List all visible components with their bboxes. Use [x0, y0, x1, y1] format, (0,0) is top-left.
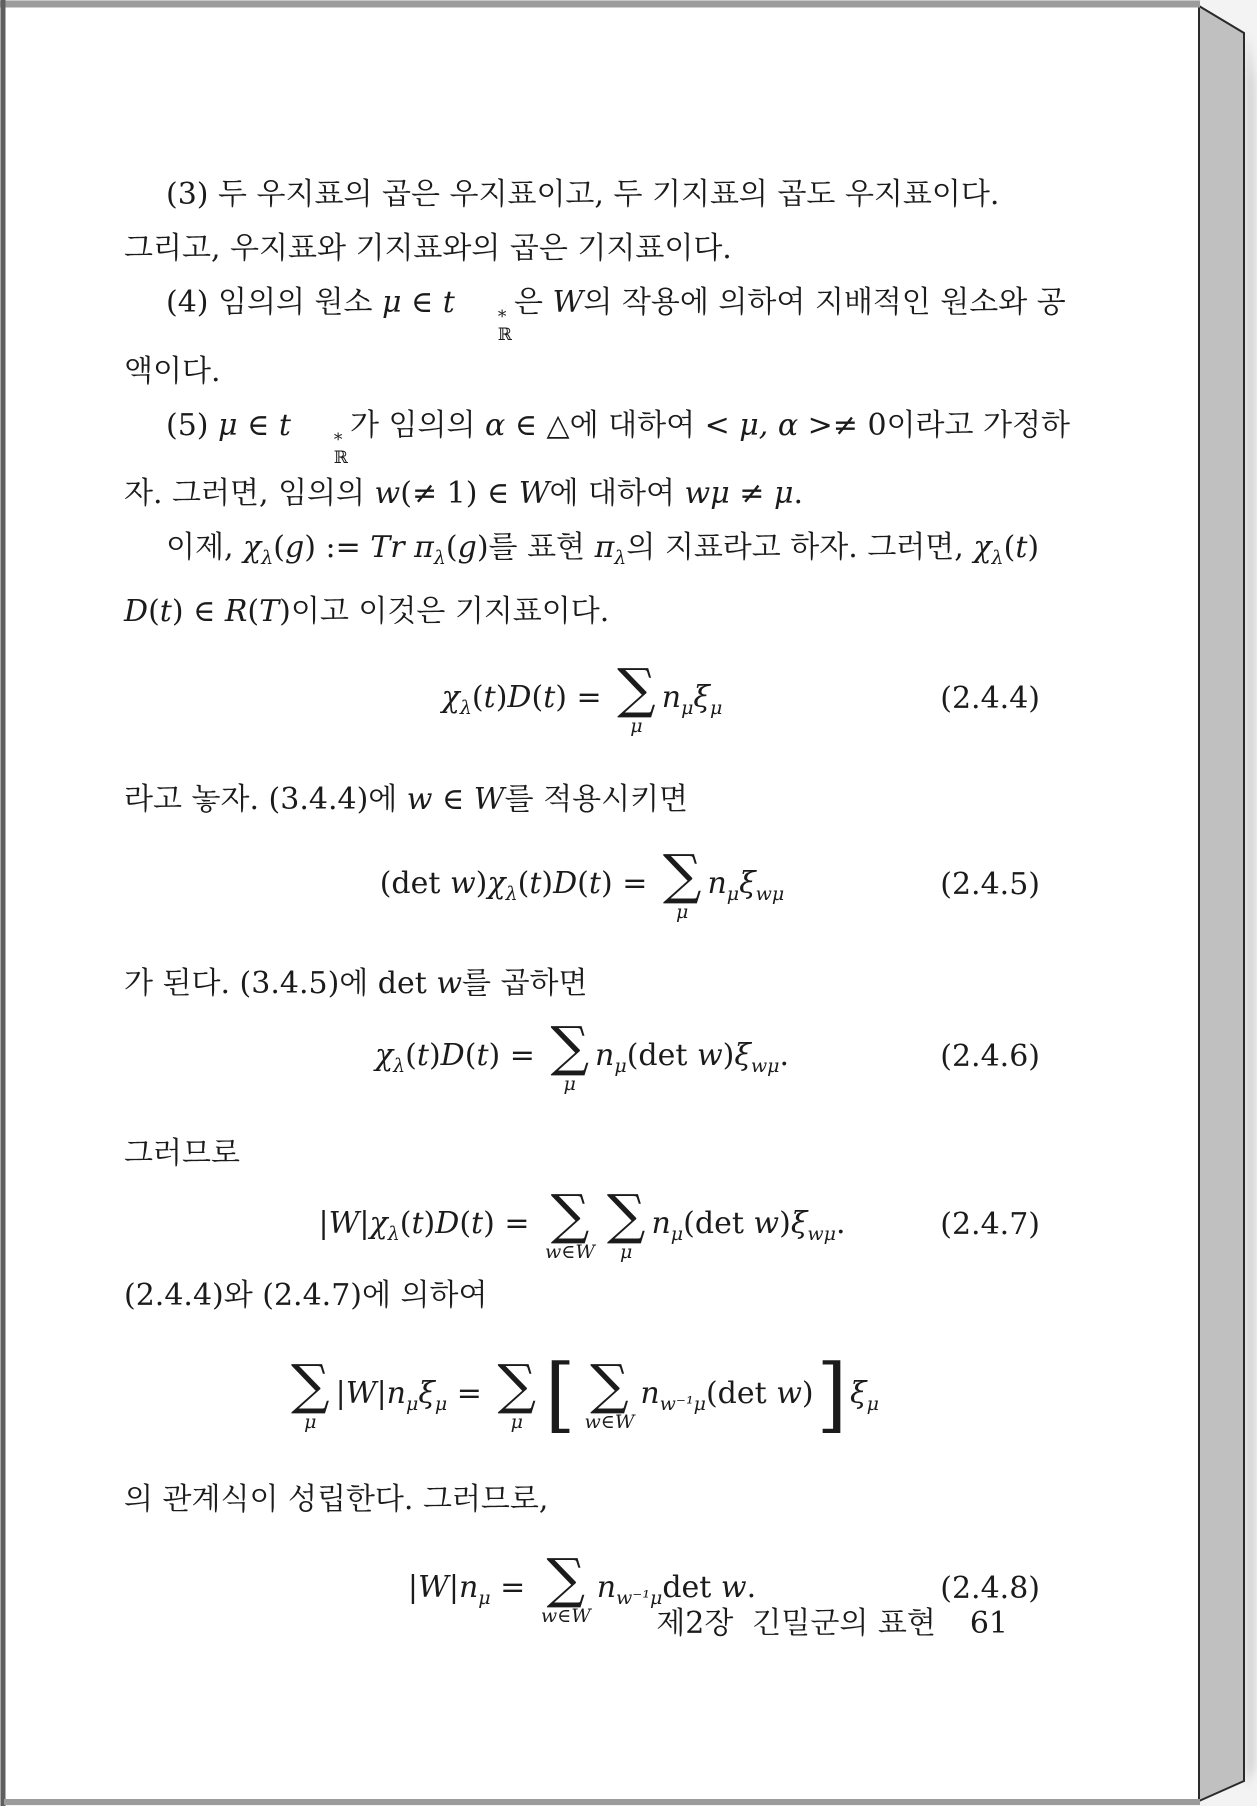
- page-number: 61: [969, 1606, 1008, 1641]
- equation-2-4-7-math: $|W|\chi_\lambda(t)D(t)$ = ∑ w∈W ∑ μ $n_\mu(\det$ $w)\xi_{w\mu}$.: [318, 1183, 846, 1263]
- equation-2-4-5-math: (det $w)\chi_\lambda(t)D(t)$ = ∑ μ $n_\mu\xi_{w\mu}$: [379, 843, 785, 923]
- equation-unnumbered-math: ∑ μ $|W|n_\mu\xi_\mu$ = ∑ μ [ ∑ w∈W $n_{w^{-1}\mu}(\det$ w)] $\xi_\mu$: [291, 1348, 879, 1443]
- equation-label-2-4-5: (2.4.5): [940, 867, 1040, 903]
- paragraph-item-5: (5) μ ∈ t * ℝ 가 임의의 α ∈ △에 대하여 < μ, α >≠ 0이라고 가정하 자. 그러면, 임의의 w(≠ 1) ∈ W에 대하여 wμ ≠ μ.: [124, 407, 1070, 512]
- equation-2-4-8-math: $|W|n_\mu$ = ∑ w∈W $n_{w^{-1}\mu}\det$ w.: [407, 1547, 757, 1627]
- equation-label-2-4-6: (2.4.6): [940, 1039, 1040, 1075]
- equation-2-4-7: [124, 1181, 1040, 1269]
- paragraph-item-4: (4) 임의의 원소 μ ∈ t * ℝ 은 W의 작용에 의하여 지배적인 원소와 공 액이다.: [124, 285, 1066, 389]
- page-shadow: [1247, 32, 1254, 1786]
- paragraph-multiply-detw: 가 된다. (3.4.5)에 det w를 곱하면: [124, 966, 588, 1002]
- page-footer: [656, 1598, 1008, 1642]
- paragraph-by-244-247: (2.4.4)와 (2.4.7)에 의하여: [124, 1278, 488, 1314]
- equation-2-4-4-math: $\chi_\lambda(t)D(t)$ = ∑ μ $n_\mu\xi_\mu$: [441, 657, 723, 737]
- paragraph-relation-holds: 의 관계식이 성립한다. 그러므로,: [124, 1482, 549, 1518]
- equation-2-4-6-math: $\chi_\lambda(t)D(t)$ = ∑ μ $n_\mu(\det$ $w)\xi_{w\mu}$.: [374, 1015, 790, 1095]
- equation-label-2-4-8: (2.4.8): [940, 1571, 1040, 1607]
- paragraph-item-3: (3) 두 우지표의 곱은 우지표이고, 두 기지표의 곱도 우지표이다. 그리고, 우지표와 기지표와의 곱은 기지표이다.: [124, 177, 1000, 266]
- paragraph-therefore-1: 그러므로: [124, 1136, 240, 1172]
- equation-2-4-4: [124, 655, 1040, 743]
- equation-2-4-6: [124, 1013, 1040, 1101]
- equation-unnumbered: [124, 1339, 1040, 1451]
- page-content: [124, 168, 1070, 1633]
- equation-label-2-4-7: (2.4.7): [940, 1207, 1040, 1243]
- paragraph-apply-w: 라고 놓자. (3.4.4)에 w ∈ W를 적용시키면: [124, 782, 689, 818]
- chapter-title: 제2장 긴밀군의 표현: [656, 1606, 936, 1641]
- paragraph-character-def: 이제, $\chi_\lambda(g)$ := Tr $\pi_\lambda(g)$를 표현 $\pi_\lambda$의 지표라고 하자. 그러면, $\chi_\lambda(t)$ D(t) ∈ R(T)이고 이것은 기지표이다.: [124, 530, 1040, 630]
- equation-2-4-5: [124, 841, 1040, 929]
- page-fore-edge: [1199, 6, 1244, 1801]
- equation-label-2-4-4: (2.4.4): [940, 681, 1040, 717]
